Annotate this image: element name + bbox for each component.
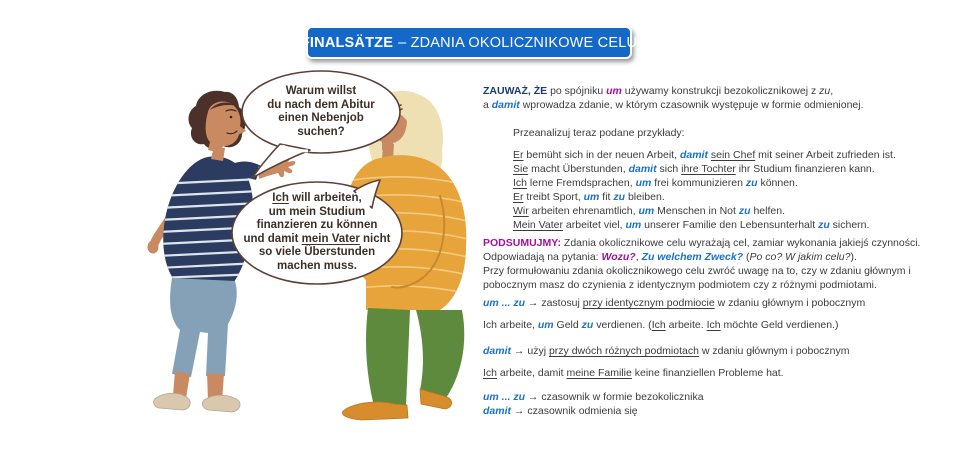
bubble-line: um mein Studium <box>268 205 366 218</box>
recap-line: damit → czasownik odmienia się <box>483 405 638 417</box>
bubble-line: einen Nebenjob <box>278 112 364 124</box>
bubble-line: finanzieren zu können <box>256 219 378 232</box>
page-title-rest: – ZDANIA OKOLICZNIKOWE CELU <box>398 34 638 51</box>
page-title-highlight: FINALSÄTZE <box>300 34 394 51</box>
rule-um-zu: um ... zu → zastosuj przy identycznym podmiocie w zdaniu głównym i pobocznym <box>483 297 866 309</box>
examples-list <box>513 148 957 232</box>
page-title <box>300 26 638 59</box>
notice-paragraph <box>483 84 957 112</box>
rule-damit: damit → użyj przy dwóch różnych podmiotach w zdaniu głównym i pobocznym <box>483 345 850 357</box>
summary-line: Odpowiadają na pytania: Wozu?, Zu welchem Zweck? (Po co? W jakim celu?). <box>483 251 857 263</box>
summary-line: Przy formułowaniu zdania okolicznikowego celu zwróć uwagę na to, czy w zdaniu głównym i <box>483 265 911 277</box>
summary-line: PODSUMUJMY: Zdania okolicznikowe celu wyrażają cel, zamiar wykonania jakiejś czynności. <box>483 237 921 249</box>
rule-um-zu-example: Ich arbeite, um Geld zu verdienen. (Ich arbeite. Ich möchte Geld verdienen.) <box>483 319 839 331</box>
example-sentence: Mein Vater arbeitet viel, um unserer Familie den Lebensunterhalt zu sichern. <box>513 219 870 231</box>
examples-intro: Przeanalizuj teraz podane przykłady: <box>513 127 685 139</box>
example-sentence: Er bemüht sich in der neuen Arbeit, damit sein Chef mit seiner Arbeit zufrieden ist. <box>513 149 896 161</box>
notice-line: a damit wprowadza zdanie, w którym czasownik występuje w formie odmienionej. <box>483 99 864 111</box>
bubble-line: so viele Überstunden <box>258 246 376 259</box>
bubble-line: Warum willst <box>285 85 357 97</box>
rule-damit-example: Ich arbeite, damit meine Familie keine finanziellen Probleme hat. <box>483 367 784 379</box>
example-sentence: Sie macht Überstunden, damit sich ihre Tochter ihr Studium finanzieren kann. <box>513 163 875 175</box>
notice-line: ZAUWAŻ, ŻE po spójniku um używamy konstrukcji bezokolicznikowej z zu, <box>483 85 834 97</box>
recap-paragraph <box>483 390 957 418</box>
lesson-content <box>483 84 957 418</box>
summary-line: pobocznym masz do czynienia z identycznym podmiotem czy z różnymi podmiotami. <box>483 279 877 291</box>
example-sentence: Wir arbeiten ehrenamtlich, um Menschen in Not zu helfen. <box>513 205 785 217</box>
summary-paragraph <box>483 236 957 292</box>
example-sentence: Ich lerne Fremdsprachen, um frei kommunizieren zu können. <box>513 177 798 189</box>
bubble-line: machen muss. <box>277 259 357 272</box>
speech-bubble-answer <box>234 192 400 274</box>
example-sentence: Er treibt Sport, um fit zu bleiben. <box>513 191 665 203</box>
bubble-line: Ich will arbeiten, <box>272 192 362 204</box>
speech-bubble-question <box>243 85 399 139</box>
bubble-line: und damit mein Vater nicht <box>243 232 391 245</box>
bubble-line: du nach dem Abitur <box>267 98 375 111</box>
recap-line: um ... zu → czasownik w formie bezokolicznika <box>483 391 704 403</box>
bubble-line: suchen? <box>297 125 345 138</box>
